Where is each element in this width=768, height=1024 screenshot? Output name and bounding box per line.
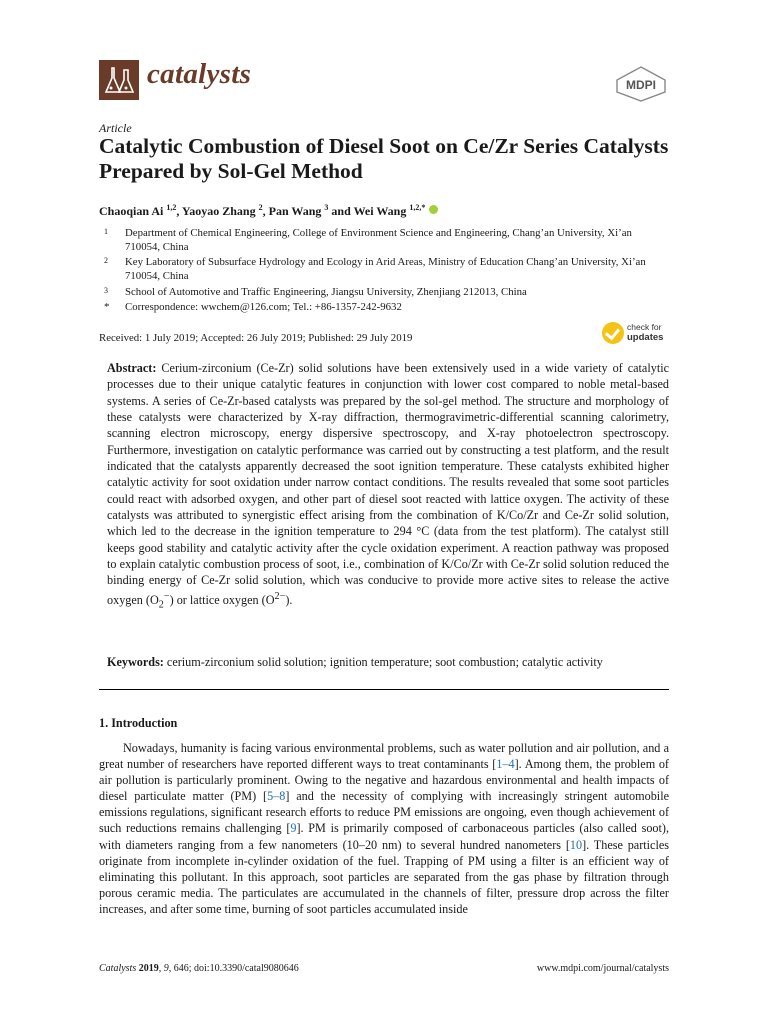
abstract-label: Abstract: (107, 361, 157, 375)
body-text: Nowadays, humanity is facing various environmental problems, such as water pollution and air pollution, and a great number of researchers have reported different ways to treat contaminants [ (99, 741, 669, 772)
footer-citation: Catalysts 2019, 9, 646; doi:10.3390/catal9080646 (99, 963, 299, 974)
author-affiliation-mark: 1,2,* (409, 203, 426, 212)
abstract-text-tail: ) or lattice oxygen (O (169, 592, 275, 607)
footer-doi: , 646; doi:10.3390/catal9080646 (168, 963, 299, 974)
affiliation-item (99, 227, 669, 254)
affiliation-number: 1 (104, 227, 108, 236)
affiliation-number: 3 (104, 286, 108, 295)
abstract-text: Cerium-zirconium (Ce-Zr) solid solutions have been extensively used in a wide variety of catalytic processes due to their unique catalytic features in conjunction with lower cost compared to noble metal-based systems. A series of Ce-Zr-based catalysts was prepared by the sol-gel method. The structure and morphology of these catalysts were characterized by X-ray diffraction, thermogravimetric-differential scanning calorimetry, scanning electron microscopy, energy dispersive spectroscopy, and X-ray photoelectron spectroscopy. Furthermore, investigation on catalytic performance was carried out by constructing a test platform, and the result indicated that the catalysts apparently decreased the soot ignition temperature. These catalysts exhibited higher catalytic activity for soot oxidation under narrow contact conditions. The results revealed that some soot particles could react with adsorbed oxygen, and other part of diesel soot reacted with lattice oxygen. The activity of these catalysts was attributed to synergistic effect arising from the combination of K/Co/Zr and Ce-Zr solid solution, which led to the decrease in the ignition temperature to 294 °C (data from the test platform). The catalyst still keeps good stability and catalytic activity after the cycle oxidation experiment. A reaction pathway was proposed to explain catalytic combustion process of soot, i.e., combination of K/Co/Zr with Ce-Zr solid solution reduced the binding energy of Ce-Zr solid solution, which was conducive to provide more active sites to release the active oxygen (O (107, 361, 670, 607)
citation-link[interactable]: 5–8 (267, 789, 286, 804)
paper-title: Catalytic Combustion of Diesel Soot on Ce/Zr Series Catalysts Prepared by Sol-Gel Method (99, 134, 669, 183)
author-separator: , (176, 204, 182, 218)
section-heading: 1. Introduction (99, 716, 178, 730)
affiliation-item (99, 286, 669, 300)
checkmark-icon (602, 322, 624, 344)
keywords (107, 654, 669, 670)
body-text: ] and the necessity of complying with increasingly stringent automobile emissions regulations, significant research efforts to reduce PM emissions are ongoing, even though achievement of such reductions remains challenging [ (99, 789, 669, 836)
author-affiliation-mark: 1,2 (166, 203, 177, 212)
author-name: Wei Wang (353, 204, 407, 218)
affiliation-text: School of Automotive and Traffic Engineering, Jiangsu University, Zhenjiang 212013, China (125, 286, 527, 298)
affiliation-number: 2 (104, 256, 108, 265)
correspondence-text: Correspondence: wwchem@126.com; Tel.: +86-1357-242-9632 (125, 301, 402, 313)
affiliation-text: Key Laboratory of Subsurface Hydrology and Ecology in Arid Areas, Ministry of Education Chang’an University, Xi’an 710054, China (125, 256, 646, 282)
check-for-updates-button[interactable] (602, 322, 672, 344)
author-affiliation-mark: 2 (258, 203, 263, 212)
publisher-name: MDPI (626, 78, 656, 92)
correspondence-item (99, 301, 669, 315)
introduction-paragraph (99, 740, 669, 917)
orcid-icon[interactable] (429, 205, 438, 214)
citation-link[interactable]: 9 (290, 821, 297, 836)
footer-journal: Catalysts (99, 963, 137, 974)
footer-year: 2019 (138, 963, 159, 974)
footer-volume: 9 (163, 963, 169, 974)
publication-dates: Received: 1 July 2019; Accepted: 26 July 2019; Published: 29 July 2019 (99, 332, 413, 344)
citation-link[interactable]: 1–4 (496, 757, 515, 772)
abstract-superscript: 2− (274, 590, 286, 602)
body-text: ]. These particles originate from incomplete in-cylinder oxidation of the fuel. Trapping of PM using a filter is an efficient way of eliminating this pollutant. In this approach, soot particles are separated from the gas phase by filtration through porous ceramic media. The particulates are accumulated in the channels of filter, pressure drop across the filter increases, and after some time, burning of soot particles accumulated inside (99, 837, 669, 916)
article-type: Article (99, 121, 132, 135)
author-separator: , (262, 204, 269, 218)
keywords-label: Keywords: (107, 655, 164, 669)
author-name: Pan Wang (268, 204, 322, 218)
author-separator: and (328, 204, 354, 218)
body-text: ]. PM is primarily composed of carbonaceous particles (also called soot), with diameters ranging from a few nanometers (10–20 nm) to several hundred nanometers [ (99, 821, 670, 852)
check-updates-label: check for (627, 322, 662, 332)
citation-link[interactable]: 10 (569, 837, 583, 852)
journal-name: catalysts (147, 58, 252, 90)
section-divider (99, 689, 669, 690)
journal-logo-icon (99, 60, 139, 100)
correspondence-mark: * (104, 301, 110, 313)
check-updates-label: updates (627, 332, 664, 343)
affiliation-item (99, 256, 669, 283)
author-name: Yaoyao Zhang (181, 204, 256, 218)
author-list (99, 203, 438, 219)
body-text: ]. Among them, the problem of air pollution is particularly prominent. Owing to the negative and hazardous environmental and health impacts of diesel particulate matter (PM) [ (99, 757, 669, 804)
author-name: Chaoqian Ai (99, 204, 164, 218)
footer-journal-url[interactable]: www.mdpi.com/journal/catalysts (536, 963, 669, 974)
affiliation-text: Department of Chemical Engineering, College of Environment Science and Engineering, Chang’an University, Xi’an 710054, China (125, 227, 632, 253)
abstract-superscript: − (163, 590, 170, 602)
abstract-text-end: ). (285, 592, 293, 607)
keywords-text: cerium-zirconium solid solution; ignition temperature; soot combustion; catalytic activity (166, 655, 603, 669)
abstract (107, 360, 669, 614)
mdpi-logo-icon (613, 66, 669, 102)
author-affiliation-mark: 3 (324, 203, 329, 212)
abstract-subscript: 2 (158, 599, 164, 611)
